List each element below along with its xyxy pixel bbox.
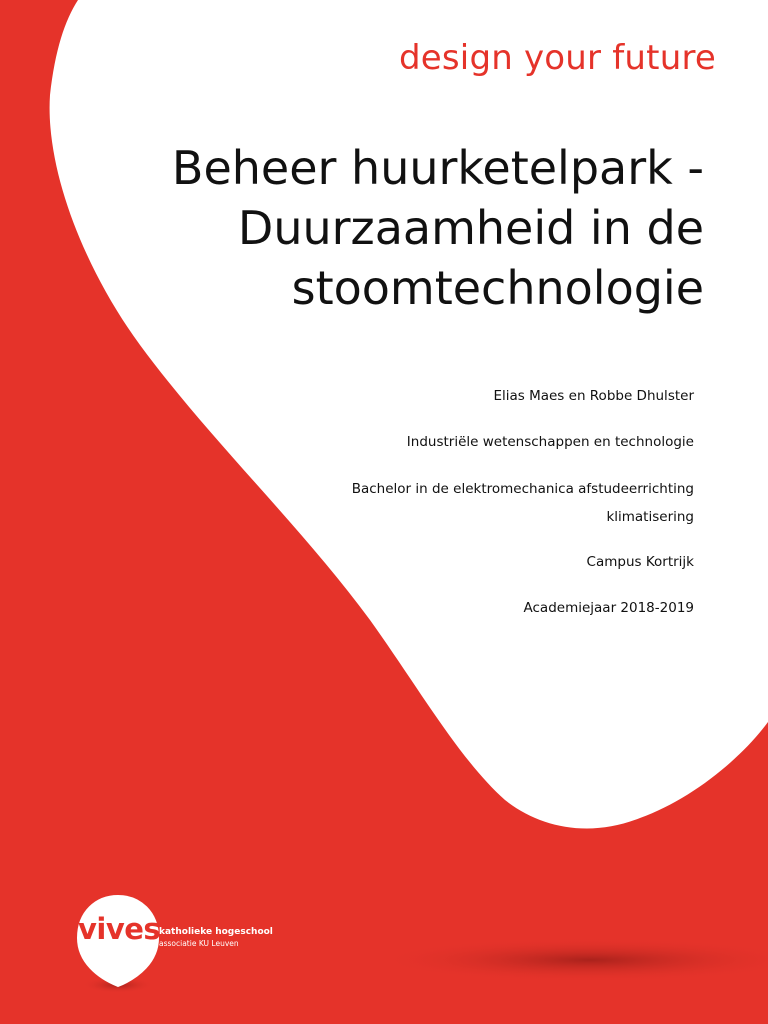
logo-subtitle-2: associatie KU Leuven — [159, 939, 239, 948]
department: Industriële wetenschappen en technologie — [406, 434, 694, 450]
authors: Elias Maes en Robbe Dhulster — [493, 388, 694, 404]
title-line-3: stoomtechnologie — [291, 261, 704, 315]
campus: Campus Kortrijk — [586, 554, 694, 570]
logo-wordmark: vives — [78, 912, 161, 946]
academic-year: Academiejaar 2018-2019 — [523, 600, 694, 616]
title-line-2: Duurzaamheid in de — [237, 201, 704, 255]
title-line-1: Beheer huurketelpark - — [171, 141, 704, 195]
logo-subtitle-1: katholieke hogeschool — [159, 927, 273, 937]
page-title — [84, 138, 704, 318]
vives-logo — [72, 892, 272, 1002]
program-line-2: klimatisering — [606, 509, 694, 525]
tagline: design your future — [398, 38, 716, 78]
program-line-1: Bachelor in de elektromechanica afstudeerrichting — [351, 481, 694, 497]
